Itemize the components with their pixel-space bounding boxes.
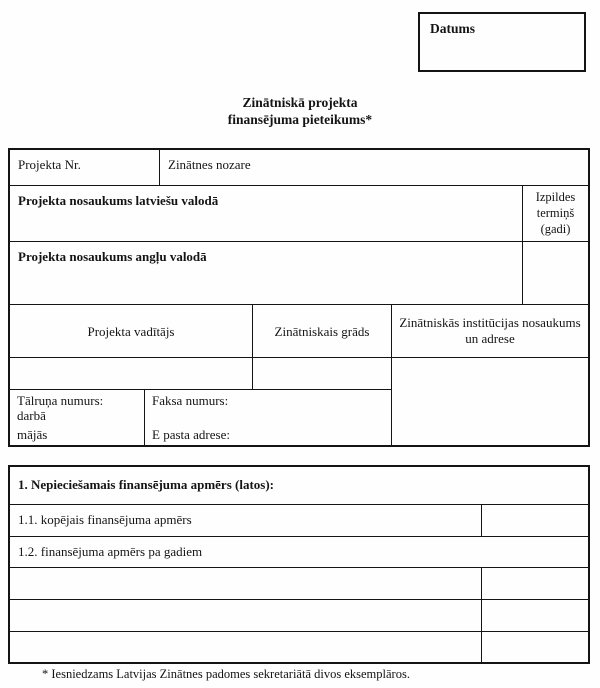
kopejais-amount-input-cell[interactable]	[482, 505, 588, 537]
epasta-label: E pasta adrese:	[152, 427, 230, 442]
page-title	[0, 94, 600, 128]
talruna-darba-label: darbā	[17, 408, 46, 423]
nosaukums-lv-label-cell: Projekta nosaukums latviešu valodā	[10, 186, 523, 242]
pa-gadiem-label-cell: 1.2. finansējuma apmērs pa gadiem	[10, 537, 588, 568]
gads-1-amount-input-cell[interactable]	[482, 568, 588, 600]
gads-3-amount-input-cell[interactable]	[482, 632, 588, 662]
datums-box	[418, 12, 586, 72]
institucija-header-cell: Zinātniskās institūcijas nosaukums un adrese	[392, 305, 588, 358]
datums-label: Datums	[430, 21, 476, 36]
grads-input-cell[interactable]	[253, 358, 392, 390]
vaditajs-input-cell[interactable]	[10, 358, 253, 390]
zinatnes-nozare-label-cell: Zinātnes nozare	[160, 150, 588, 186]
vaditajs-header-cell: Projekta vadītājs	[10, 305, 253, 358]
faksa-label: Faksa numurs:	[152, 393, 229, 408]
page-title-line2: finansējuma pieteikums*	[227, 112, 373, 127]
gads-1-label-input-cell[interactable]	[10, 568, 482, 600]
kopejais-label-cell: 1.1. kopējais finansējuma apmērs	[10, 505, 482, 537]
izpildes-termins-input-cell[interactable]	[523, 242, 588, 305]
institucija-input-cell[interactable]	[392, 358, 588, 445]
nosaukums-en-label-cell: Projekta nosaukums angļu valodā	[10, 242, 523, 305]
izpildes-termins-label-cell: Izpildes termiņš (gadi)	[523, 186, 588, 242]
footnote: * Iesniedzams Latvijas Zinātnes padomes sekretariātā divos eksemplāros.	[42, 667, 410, 681]
project-info-table	[8, 148, 590, 447]
faksa-epasta-cell[interactable]	[145, 390, 392, 445]
projekta-nr-label-cell: Projekta Nr.	[10, 150, 160, 186]
talruna-label: Tālruņa numurs:	[17, 393, 104, 408]
gads-2-label-input-cell[interactable]	[10, 600, 482, 632]
talruna-cell[interactable]	[10, 390, 145, 445]
finance-section-header-cell: 1. Nepieciešamais finansējuma apmērs (latos):	[10, 467, 588, 505]
gads-3-label-input-cell[interactable]	[10, 632, 482, 662]
datums-input-area[interactable]	[430, 37, 574, 65]
talruna-majas-label: mājās	[17, 427, 48, 442]
grads-header-cell: Zinātniskais grāds	[253, 305, 392, 358]
page-title-line1: Zinātniskā projekta	[242, 95, 358, 110]
gads-2-amount-input-cell[interactable]	[482, 600, 588, 632]
financing-table	[8, 465, 590, 664]
